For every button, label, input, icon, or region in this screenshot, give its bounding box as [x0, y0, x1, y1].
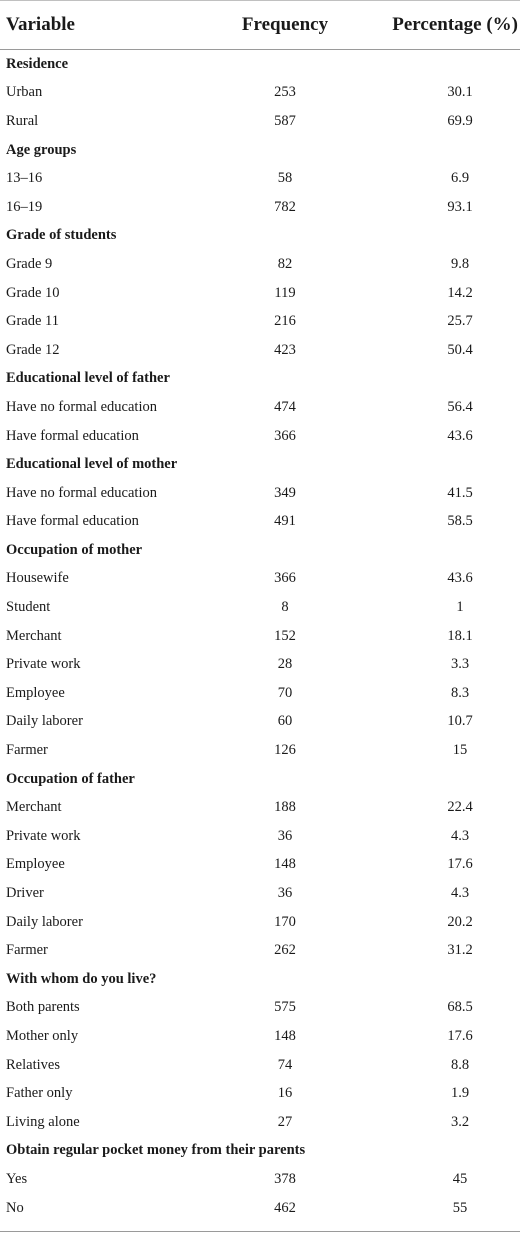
- table-section-row: [0, 365, 520, 394]
- table-row: [0, 565, 520, 594]
- row-percentage: 14.2: [447, 284, 473, 301]
- row-frequency: 82: [277, 255, 293, 272]
- row-label: Housewife: [6, 570, 69, 587]
- row-frequency: 70: [277, 684, 293, 701]
- table-section-row: [0, 450, 520, 479]
- table-row: [0, 1165, 520, 1194]
- section-heading: Educational level of father: [6, 370, 170, 387]
- row-label: Merchant: [6, 627, 62, 644]
- table-row: [0, 851, 520, 880]
- row-percentage: 45: [452, 1170, 468, 1187]
- row-percentage: 17.6: [447, 1027, 473, 1044]
- row-frequency: 16: [277, 1085, 293, 1102]
- row-label: Private work: [6, 827, 81, 844]
- row-percentage: 58.5: [447, 513, 473, 530]
- row-label: Have no formal education: [6, 484, 157, 501]
- table-row: [0, 1108, 520, 1137]
- table-body: [0, 50, 520, 1223]
- row-frequency: 216: [274, 313, 296, 330]
- table-row: [0, 994, 520, 1023]
- row-frequency: 152: [274, 627, 296, 644]
- row-percentage: 18.1: [447, 627, 473, 644]
- row-percentage: 8.8: [450, 1056, 470, 1073]
- table-row: [0, 879, 520, 908]
- row-frequency: 74: [277, 1056, 293, 1073]
- row-label: Rural: [6, 112, 39, 129]
- row-percentage: 3.2: [450, 1113, 470, 1130]
- row-percentage: 22.4: [447, 799, 473, 816]
- table-row: [0, 279, 520, 308]
- table-row: [0, 393, 520, 422]
- table-header-row: [0, 1, 520, 50]
- row-frequency: 423: [274, 341, 296, 358]
- table-row: [0, 908, 520, 937]
- table-row: [0, 79, 520, 108]
- row-percentage: 8.3: [450, 684, 470, 701]
- row-percentage: 31.2: [447, 942, 473, 959]
- row-percentage: 6.9: [450, 170, 470, 187]
- table-row: [0, 679, 520, 708]
- table-section-row: [0, 965, 520, 994]
- row-percentage: 9.8: [450, 255, 470, 272]
- section-heading: Occupation of father: [6, 770, 135, 787]
- row-label: Grade 9: [6, 255, 53, 272]
- table-row: [0, 593, 520, 622]
- section-heading: Residence: [6, 55, 69, 72]
- row-label: Grade 11: [6, 313, 60, 330]
- row-frequency: 170: [274, 913, 296, 930]
- row-percentage: 25.7: [447, 313, 473, 330]
- row-label: Have formal education: [6, 513, 139, 530]
- row-frequency: 782: [274, 198, 296, 215]
- header-variable: Variable: [0, 1, 210, 50]
- table-section-row: [0, 136, 520, 165]
- row-percentage: 4.3: [450, 827, 470, 844]
- row-label: Have formal education: [6, 427, 139, 444]
- table-row: [0, 1194, 520, 1223]
- row-frequency: 491: [274, 513, 296, 530]
- row-percentage: 41.5: [447, 484, 473, 501]
- section-heading: Obtain regular pocket money from their parents: [6, 1142, 306, 1159]
- row-label: 13–16: [6, 170, 43, 187]
- row-label: Have no formal education: [6, 398, 157, 415]
- row-frequency: 148: [274, 856, 296, 873]
- row-frequency: 60: [277, 713, 293, 730]
- table-row: [0, 736, 520, 765]
- table-section-row: [0, 1137, 520, 1166]
- table-row: [0, 336, 520, 365]
- row-label: Employee: [6, 684, 65, 701]
- row-frequency: 58: [277, 170, 293, 187]
- row-label: Both parents: [6, 999, 80, 1016]
- table-row: [0, 1022, 520, 1051]
- row-frequency: 262: [274, 942, 296, 959]
- table-row: [0, 508, 520, 537]
- table-row: [0, 422, 520, 451]
- row-label: Employee: [6, 856, 65, 873]
- row-frequency: 148: [274, 1027, 296, 1044]
- row-label: Mother only: [6, 1027, 79, 1044]
- table-row: [0, 307, 520, 336]
- row-frequency: 474: [274, 398, 296, 415]
- table-row: [0, 708, 520, 737]
- row-label: Grade 12: [6, 341, 60, 358]
- table-row: [0, 193, 520, 222]
- row-frequency: 8: [281, 599, 289, 616]
- row-frequency: 27: [277, 1113, 293, 1130]
- section-heading: Occupation of mother: [6, 541, 143, 558]
- row-frequency: 462: [274, 1199, 296, 1216]
- table-row: [0, 250, 520, 279]
- row-frequency: 366: [274, 570, 296, 587]
- table-row: [0, 936, 520, 965]
- table-row: [0, 1079, 520, 1108]
- table-row: [0, 793, 520, 822]
- row-frequency: 126: [274, 742, 296, 759]
- row-label: Farmer: [6, 742, 48, 759]
- row-percentage: 30.1: [447, 84, 473, 101]
- row-label: Relatives: [6, 1056, 60, 1073]
- row-percentage: 43.6: [447, 570, 473, 587]
- row-percentage: 69.9: [447, 112, 473, 129]
- row-label: Living alone: [6, 1113, 80, 1130]
- table-row: [0, 107, 520, 136]
- row-percentage: 55: [452, 1199, 468, 1216]
- row-label: Private work: [6, 656, 81, 673]
- row-label: 16–19: [6, 198, 43, 215]
- row-label: Daily laborer: [6, 913, 83, 930]
- table-row: [0, 1051, 520, 1080]
- row-percentage: 93.1: [447, 198, 473, 215]
- row-label: Yes: [6, 1170, 28, 1187]
- row-percentage: 20.2: [447, 913, 473, 930]
- row-frequency: 36: [277, 827, 293, 844]
- table-section-row: [0, 50, 520, 79]
- table-row: [0, 479, 520, 508]
- row-label: Merchant: [6, 799, 62, 816]
- row-label: No: [6, 1199, 24, 1216]
- row-label: Driver: [6, 885, 44, 902]
- table-section-row: [0, 536, 520, 565]
- section-heading: With whom do you live?: [6, 970, 157, 987]
- row-frequency: 36: [277, 885, 293, 902]
- table-bottom-rule: [0, 1231, 520, 1232]
- row-percentage: 3.3: [450, 656, 470, 673]
- row-frequency: 253: [274, 84, 296, 101]
- row-label: Father only: [6, 1085, 73, 1102]
- row-frequency: 28: [277, 656, 293, 673]
- table-row: [0, 622, 520, 651]
- row-percentage: 1.9: [450, 1085, 470, 1102]
- row-frequency: 366: [274, 427, 296, 444]
- row-percentage: 4.3: [450, 885, 470, 902]
- table-section-row: [0, 222, 520, 251]
- row-percentage: 15: [452, 742, 468, 759]
- row-frequency: 378: [274, 1170, 296, 1187]
- row-percentage: 68.5: [447, 999, 473, 1016]
- table-section-row: [0, 765, 520, 794]
- row-percentage: 10.7: [447, 713, 473, 730]
- row-frequency: 119: [274, 284, 296, 301]
- row-label: Urban: [6, 84, 43, 101]
- table-row: [0, 164, 520, 193]
- header-percentage: Percentage (%): [360, 1, 520, 50]
- row-frequency: 188: [274, 799, 296, 816]
- table-row: [0, 650, 520, 679]
- row-frequency: 349: [274, 484, 296, 501]
- data-table: [0, 1, 520, 1222]
- table-row: [0, 822, 520, 851]
- row-label: Grade 10: [6, 284, 60, 301]
- row-percentage: 50.4: [447, 341, 473, 358]
- row-percentage: 1: [456, 599, 464, 616]
- row-label: Farmer: [6, 942, 48, 959]
- row-percentage: 43.6: [447, 427, 473, 444]
- section-heading: Educational level of mother: [6, 456, 178, 473]
- section-heading: Age groups: [6, 141, 77, 158]
- row-label: Daily laborer: [6, 713, 83, 730]
- row-frequency: 575: [274, 999, 296, 1016]
- row-percentage: 56.4: [447, 398, 473, 415]
- row-percentage: 17.6: [447, 856, 473, 873]
- section-heading: Grade of students: [6, 227, 117, 244]
- header-frequency: Frequency: [210, 1, 360, 50]
- row-frequency: 587: [274, 112, 296, 129]
- row-label: Student: [6, 599, 51, 616]
